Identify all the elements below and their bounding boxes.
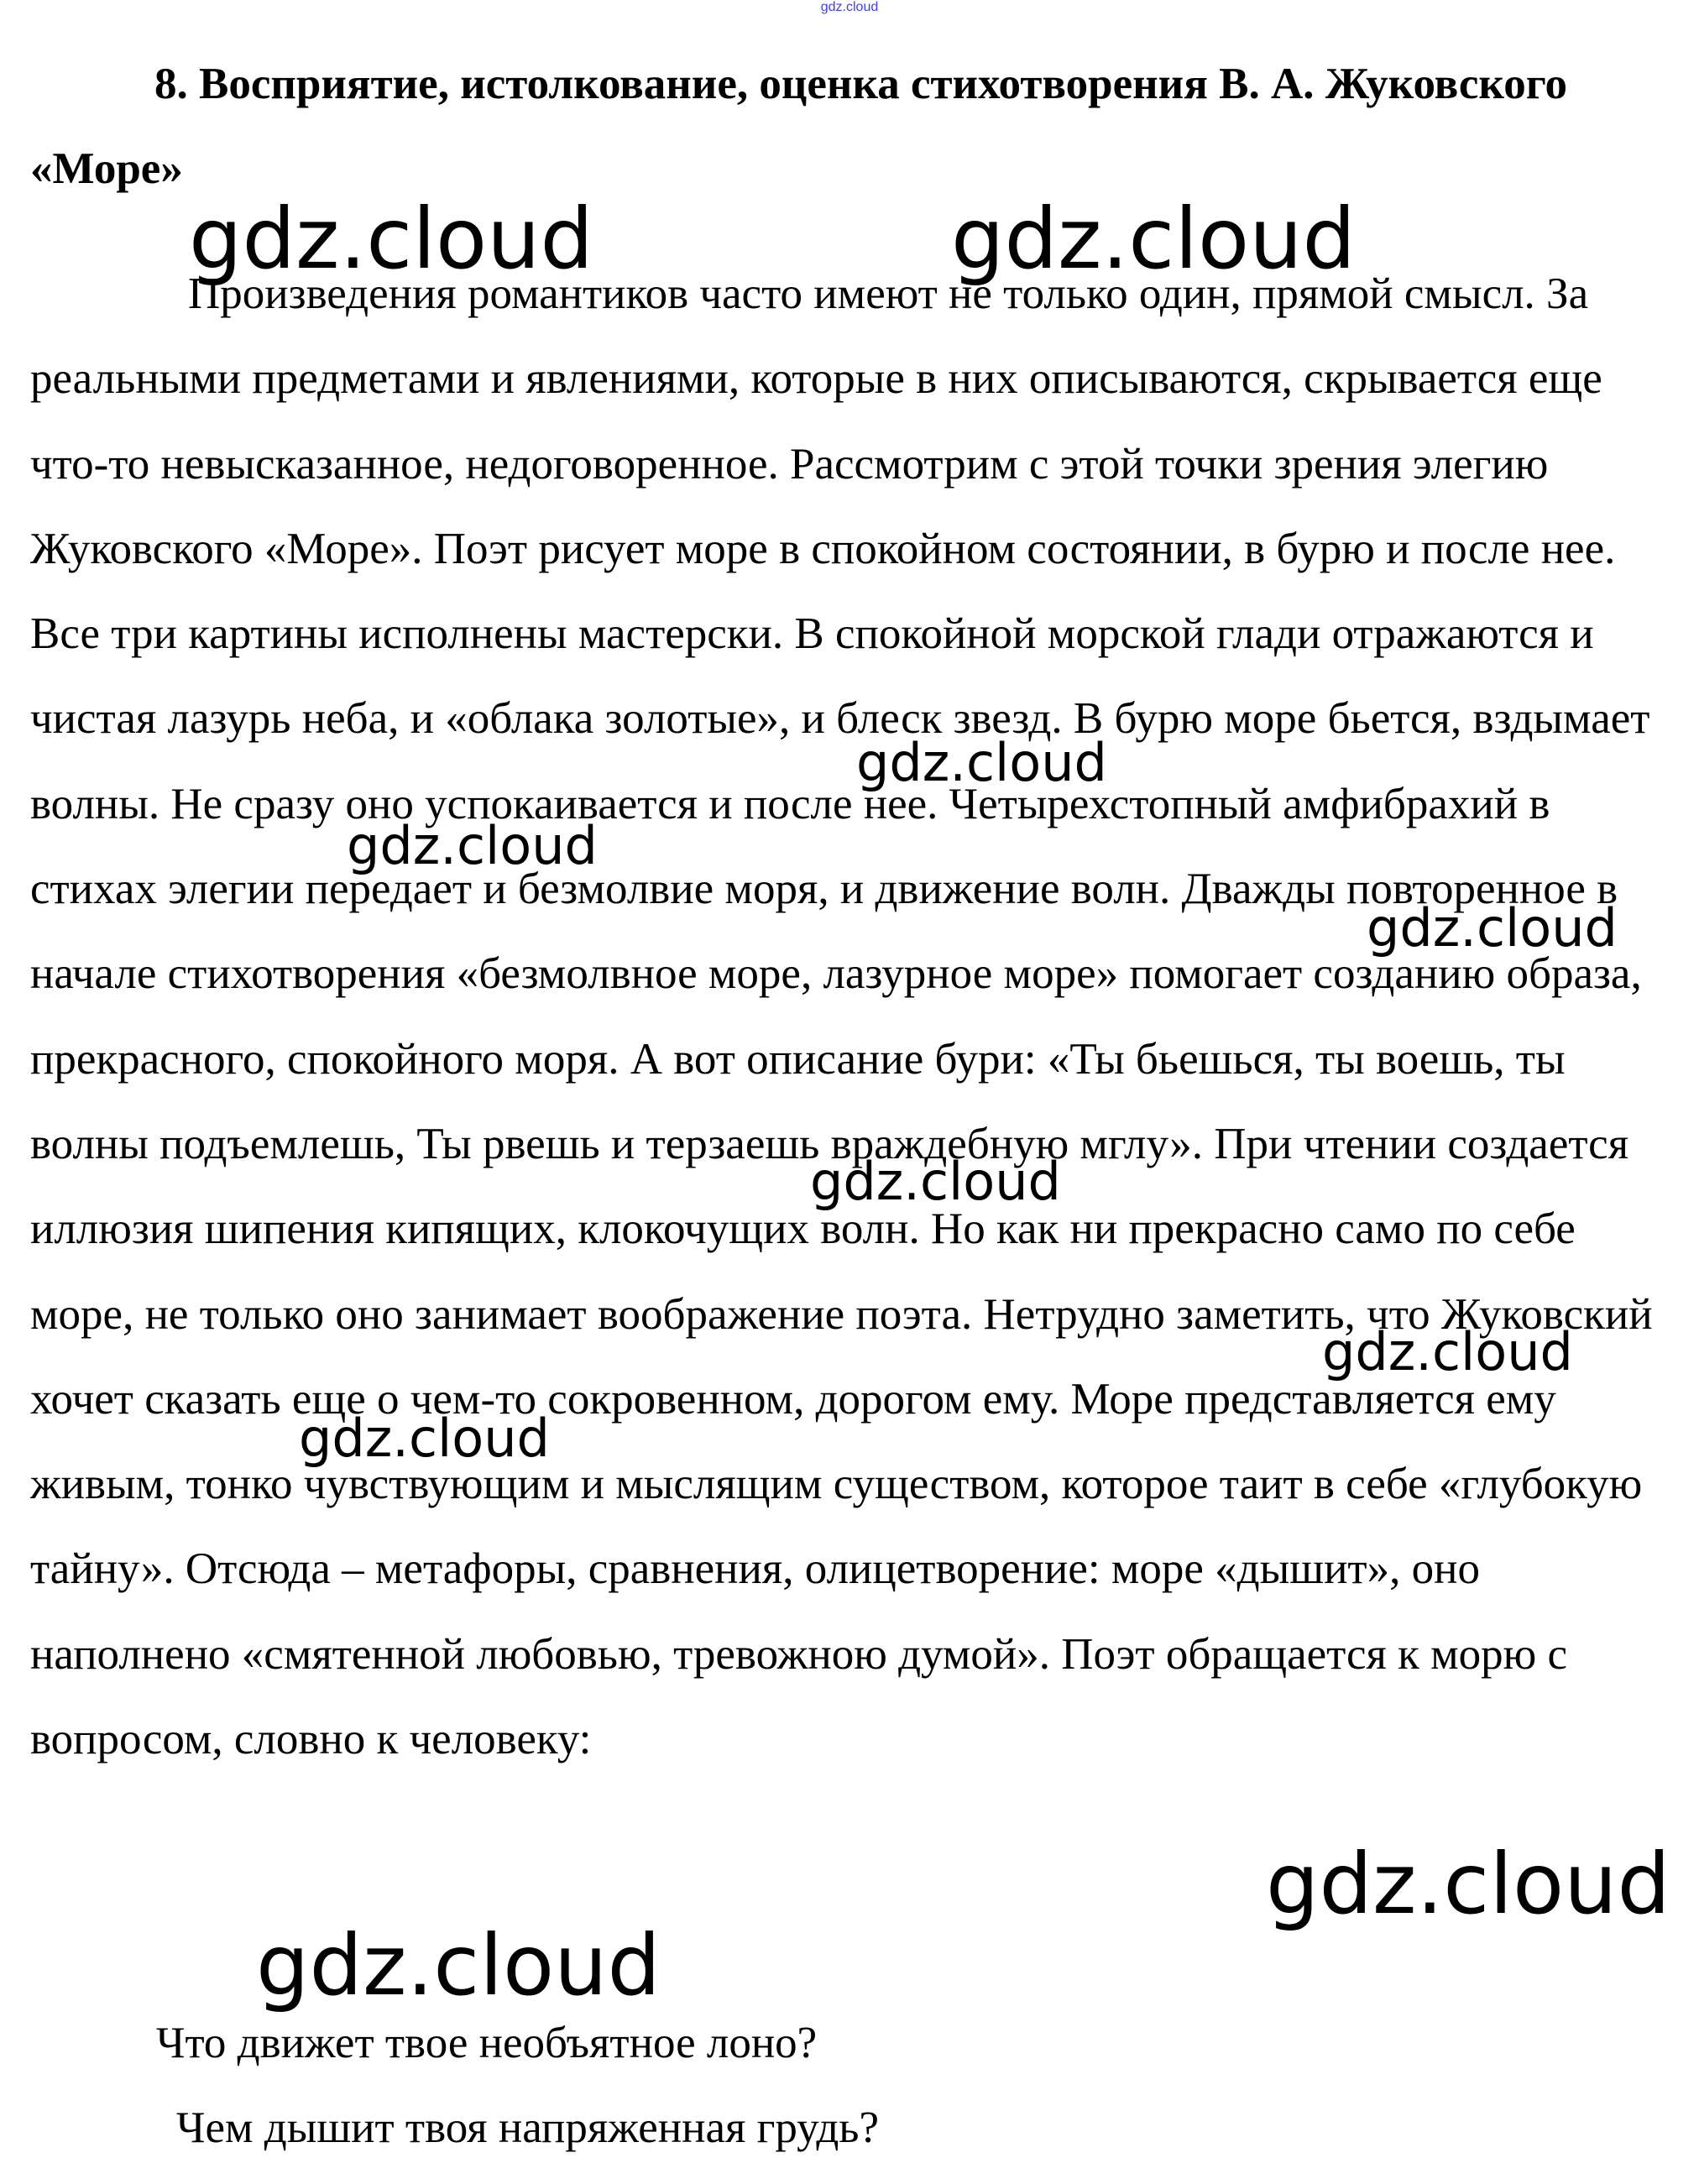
watermark: gdz.cloud: [856, 732, 1107, 793]
body-paragraph: Произведения романтиков часто имеют не только один, прямой смысл. За реальными предметами и явлениями, которые в них описываются, скрывается еще что-то невысказанное, недоговоренное. Рассмотрим с этой точки зрения элегию Жуковского «Море». Поэт рисует море в спокойном состоянии, в бурю и после нее. Все три картины исполнены мастерски. В спокойной морской глади отражаются и чистая лазурь неба, и «облака золотые», и блеск звезд. В бурю море бьется, вздымает волны. Не сразу оно успокаивается и после нее. Четырехстопный амфибрахий в стихах элегии передает и безмолвие моря, и движение волн. Дважды повторенное в начале стихотворения «безмолвное море, лазурное море» помогает созданию образа, прекрасного, спокойного моря. А вот описание бури: «Ты бьешься, ты воешь, ты волны подъемлешь, Ты рвешь и терзаешь враждебную мглу». При чтении создается иллюзия шипения кипящих, клокочущих волн. Но как ни прекрасно само по себе море, не только оно занимает воображение поэта. Нетрудно заметить, что Жуковский хочет сказать еще о чем-то сокровенном, дорогом ему. Море представляется ему живым, тонко чувствующим и мыслящим существом, которое таит в себе «глубокую тайну». Отсюда – метафоры, сравнения, олицетворение: море «дышит», оно наполнено «смятенной любовью, тревожною думой». Поэт обращается к морю с вопросом, словно к человеку:: [30, 269, 1653, 1764]
section-heading: 8. Восприятие, истолкование, оценка стихотворения В. А. Жуковского «Море»: [30, 60, 1568, 193]
poem-line-1: Что движет твое необъятное лоно?: [156, 2019, 818, 2067]
watermark: gdz.cloud: [1266, 1835, 1671, 1933]
watermark: gdz.cloud: [1322, 1321, 1573, 1382]
watermark: gdz.cloud: [951, 190, 1357, 288]
watermark: gdz.cloud: [189, 190, 594, 288]
watermark: gdz.cloud: [347, 815, 598, 876]
poem-line-2: Чем дышит твоя напряженная грудь?: [176, 2103, 879, 2152]
watermark: gdz.cloud: [256, 1916, 661, 2014]
watermark: gdz.cloud: [810, 1151, 1061, 1212]
site-mark: gdz.cloud: [820, 0, 879, 14]
watermark: gdz.cloud: [1367, 897, 1618, 959]
watermark: gdz.cloud: [299, 1408, 550, 1469]
